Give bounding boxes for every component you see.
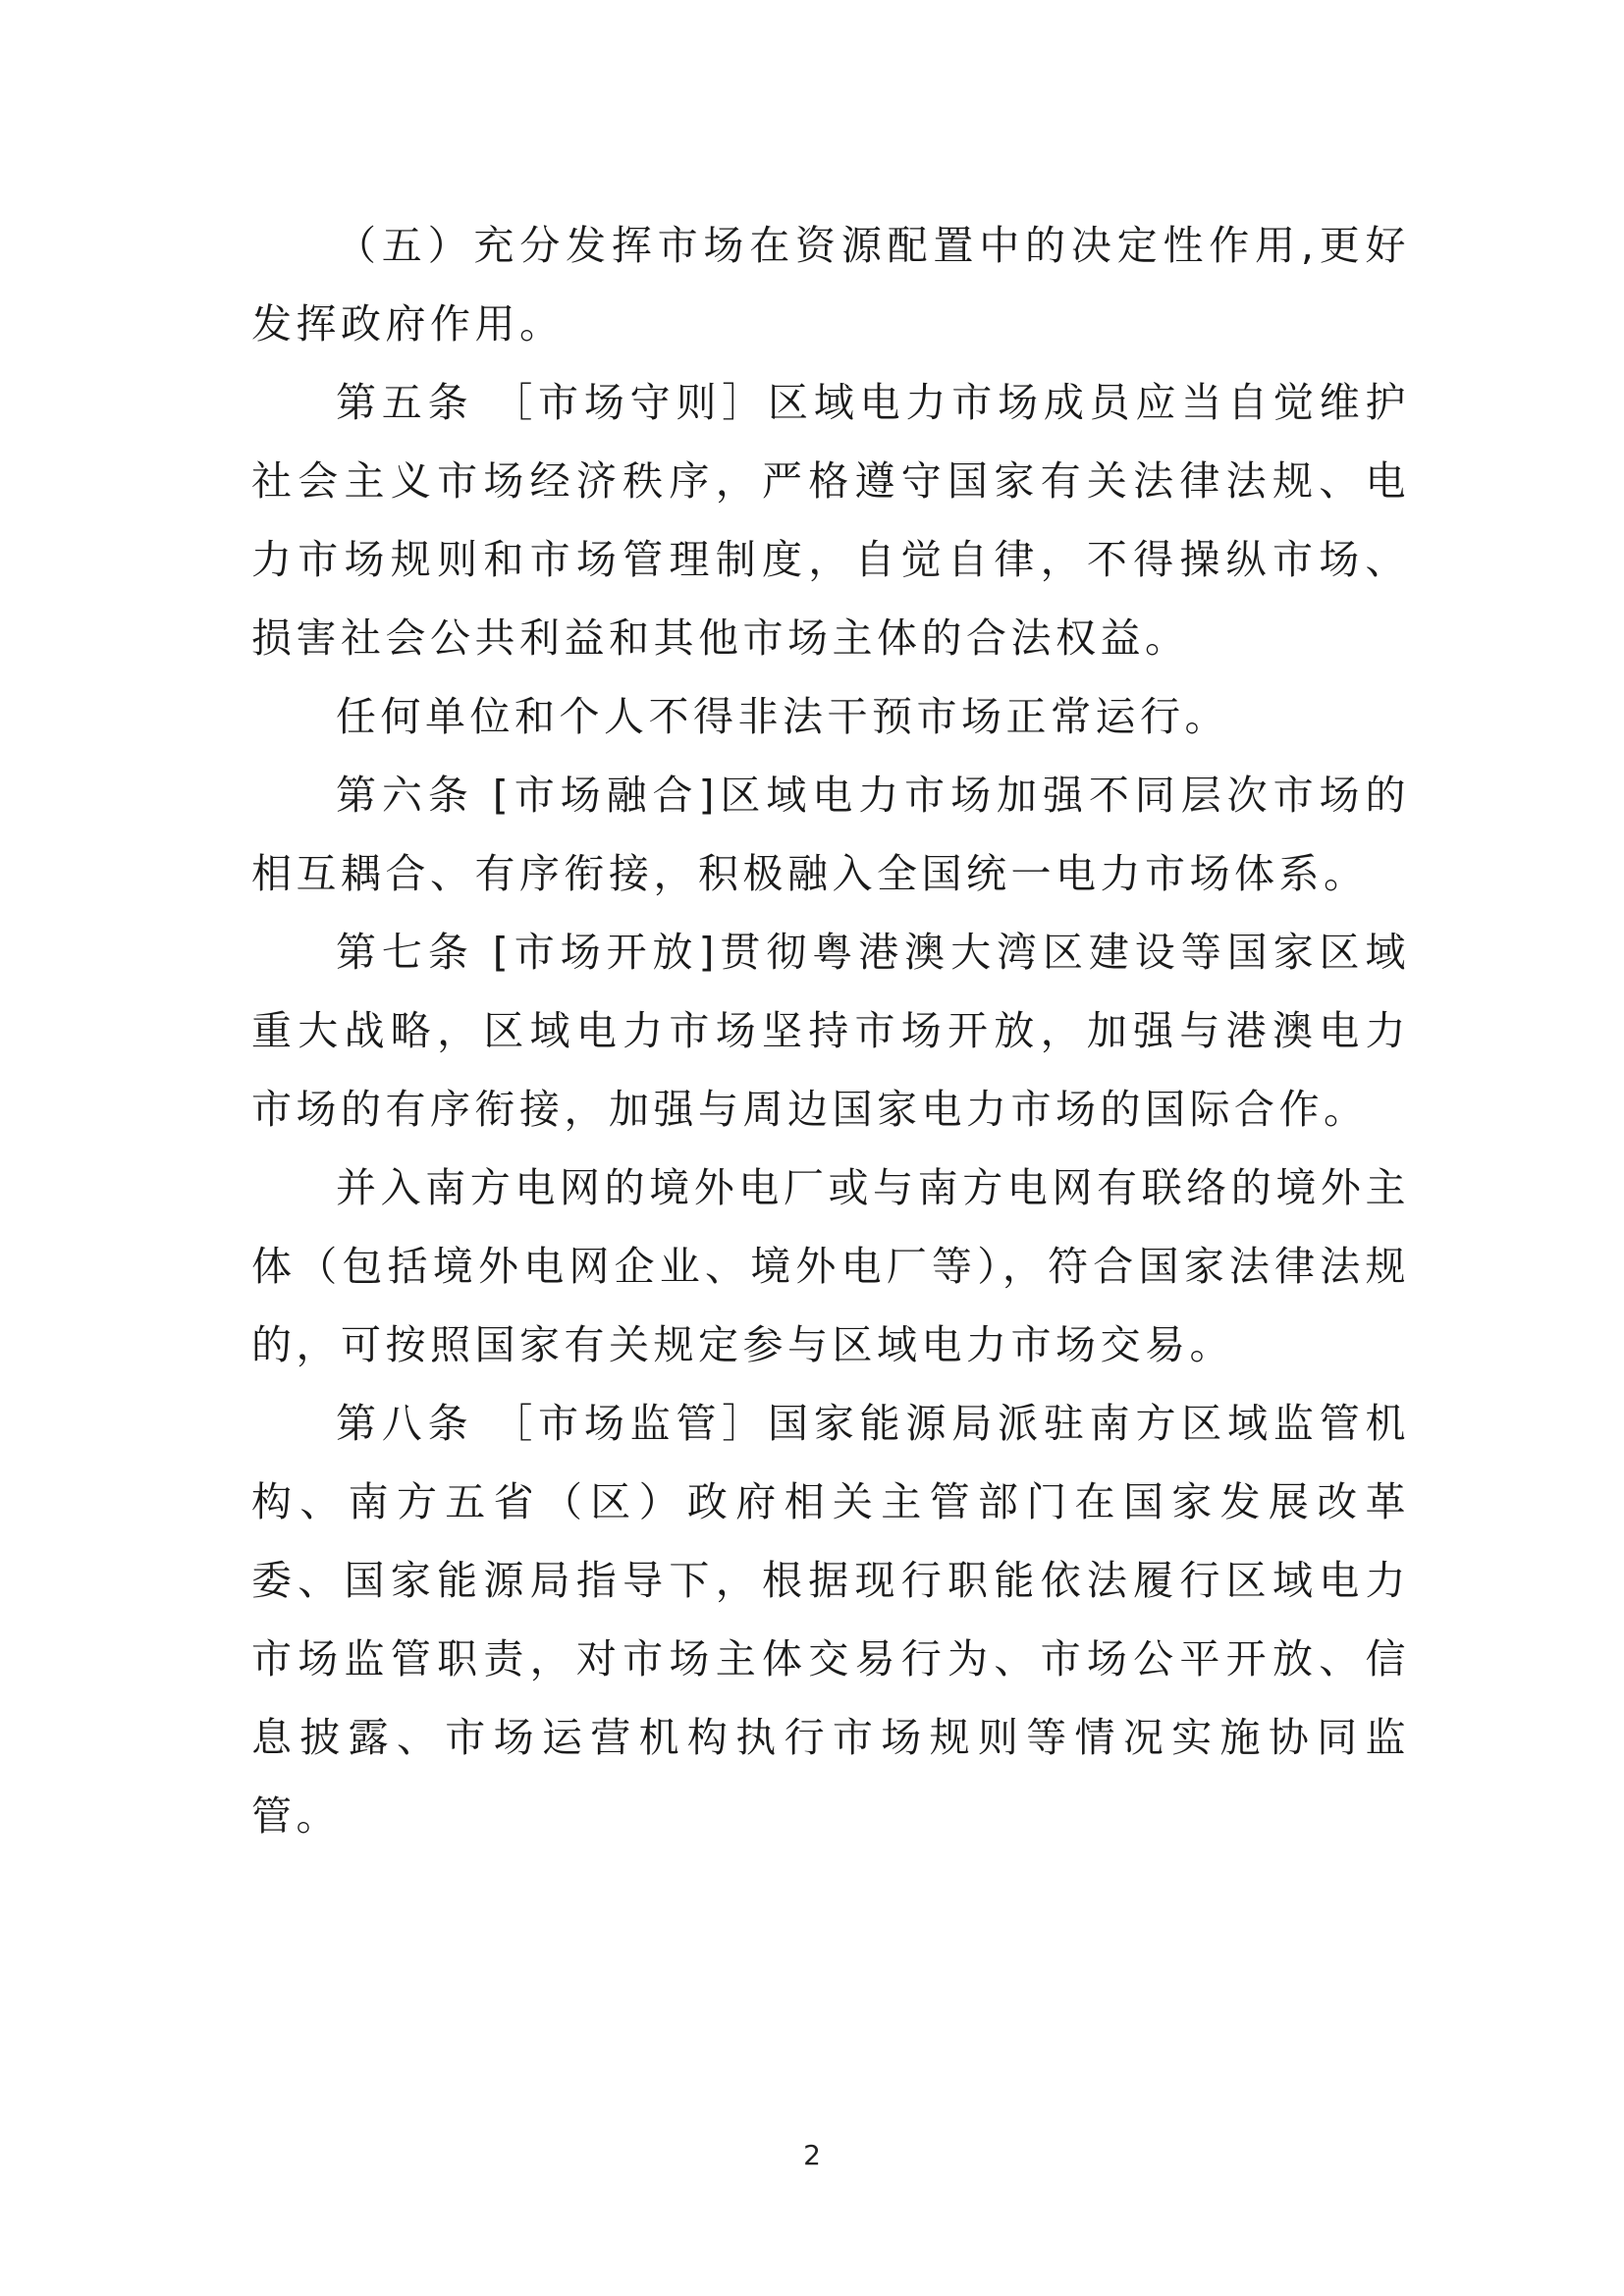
paragraph-article-seven-note: 并入南方电网的境外电厂或与南方电网有联络的境外主体（包括境外电网企业、境外电厂等），符合国家法律法规的，可按照国家有关规定参与区域电力市场交易。: [251, 1164, 1410, 1368]
paragraph-article-six: 第六条 [市场融合]区域电力市场加强不同层次市场的相互耦合、有序衔接，积极融入全国统一电力市场体系。: [251, 772, 1410, 897]
page-number: 2: [803, 2139, 821, 2171]
paragraph-article-seven: 第七条 [市场开放]贯彻粤港澳大湾区建设等国家区域重大战略，区域电力市场坚持市场开放，加强与港澳电力市场的有序衔接，加强与周边国家电力市场的国际合作。: [251, 929, 1410, 1133]
paragraph-article-eight: 第八条 ［市场监管］国家能源局派驻南方区域监管机构、南方五省（区）政府相关主管部门在国家发展改革委、国家能源局指导下，根据现行职能依法履行区域电力市场监管职责，对市场主体交易行为、市场公平开放、信息披露、市场运营机构执行市场规则等情况实施协同监管。: [251, 1400, 1410, 1840]
paragraph-article-five: 第五条 ［市场守则］区域电力市场成员应当自觉维护社会主义市场经济秩序，严格遵守国家有关法律法规、电力市场规则和市场管理制度，自觉自律，不得操纵市场、损害社会公共利益和其他市场主体的合法权益。: [251, 379, 1410, 662]
paragraph-article-five-note: 任何单位和个人不得非法干预市场正常运行。: [336, 693, 1229, 740]
document-body: [251, 206, 1410, 1855]
paragraph-principle-five: （五）充分发挥市场在资源配置中的决定性作用,更好发挥政府作用。: [251, 222, 1410, 347]
